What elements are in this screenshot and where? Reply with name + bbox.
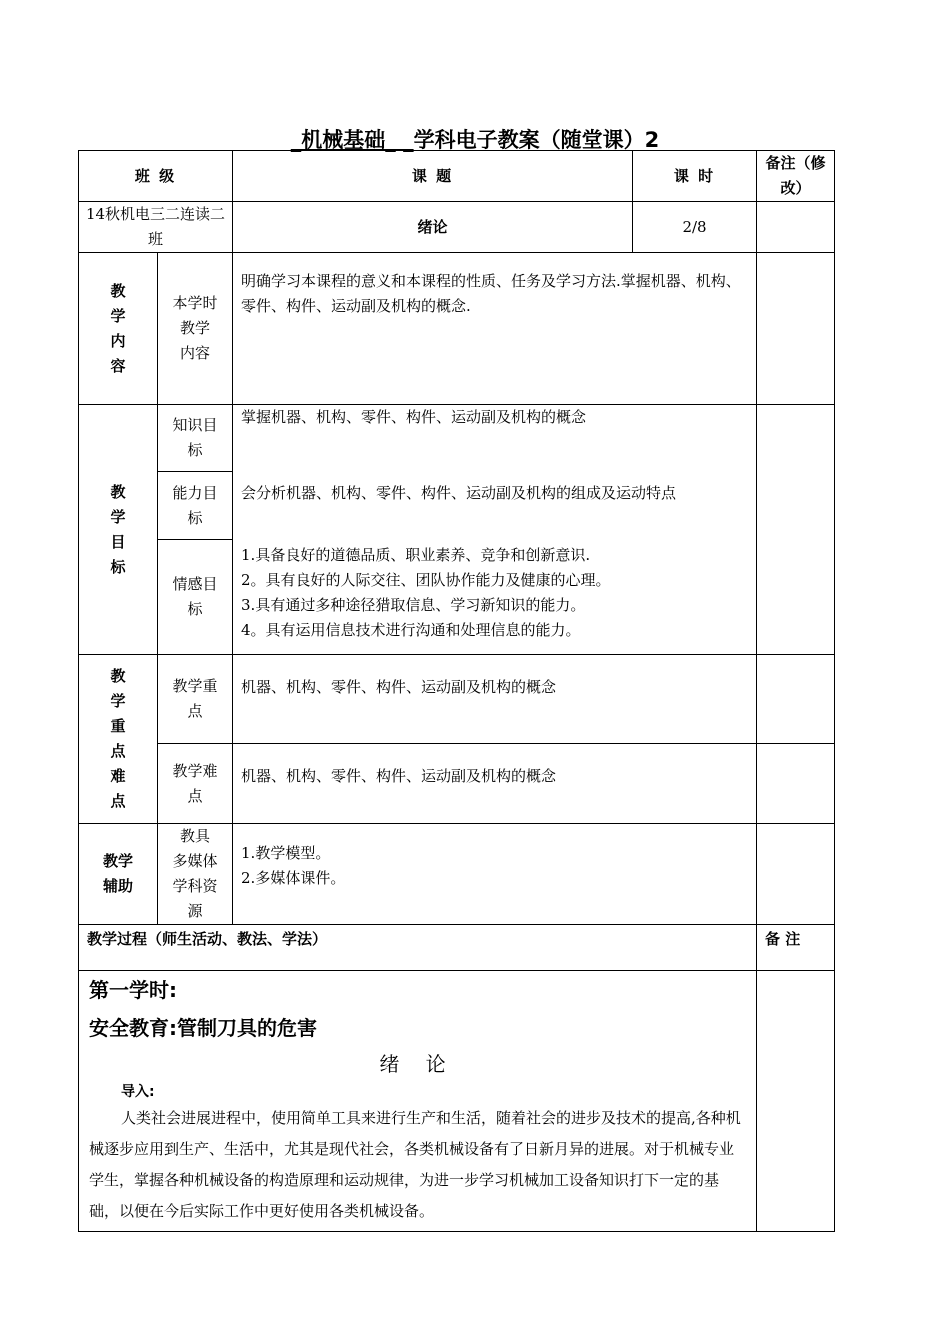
hours-value: 2/8 — [633, 202, 757, 253]
emotion-goal-list — [241, 543, 748, 643]
emotion-goal-item: 4。具有运用信息技术进行沟通和处理信息的能力。 — [241, 621, 581, 639]
key-point-text: 机器、机构、零件、构件、运动副及机构的概念 — [233, 655, 757, 744]
aid-section-label: 教学 辅助 — [79, 824, 158, 925]
process-header-row — [79, 925, 835, 971]
knowledge-goal-row — [79, 405, 835, 472]
note-cell — [757, 655, 835, 744]
goals-content — [233, 405, 757, 655]
knowledge-goal-text: 掌握机器、机构、零件、构件、运动副及机构的概念 — [241, 408, 587, 426]
hours-header: 课 时 — [633, 151, 757, 202]
difficult-point-row — [79, 744, 835, 824]
note-header: 备注（修改） — [757, 151, 835, 202]
goals-section-label: 教 学 目 标 — [79, 405, 158, 655]
lesson-heading-3: 绪 论 — [379, 1052, 456, 1076]
note-cell — [757, 405, 835, 655]
key-point-row — [79, 655, 835, 744]
content-row — [79, 253, 835, 405]
class-value: 14秋机电三二连读二班 — [79, 202, 233, 253]
emotion-goal-item: 3.具有通过多种途径猎取信息、学习新知识的能力。 — [241, 596, 586, 614]
key-point-label: 教学重 点 — [158, 655, 233, 744]
topic-value: 绪论 — [233, 202, 633, 253]
emotion-goal-item: 1.具备良好的道德品质、职业素养、竞争和创新意识. — [241, 546, 591, 564]
emotion-goal-item: 2。具有良好的人际交往、团队协作能力及健康的心理。 — [241, 571, 611, 589]
note-cell — [757, 971, 835, 1232]
content-section-label: 教 学 内 容 — [79, 253, 158, 405]
lesson-content — [79, 971, 757, 1232]
class-header: 班 级 — [79, 151, 233, 202]
lesson-lead: 导入: — [121, 1084, 155, 1100]
header-row — [79, 151, 835, 202]
difficult-point-label: 教学难 点 — [158, 744, 233, 824]
aid-item: 2.多媒体课件。 — [241, 869, 346, 887]
content-sub-label: 本学时 教学 内容 — [158, 253, 233, 405]
knowledge-goal-label: 知识目 标 — [158, 405, 233, 472]
aid-content — [233, 824, 757, 925]
process-label: 教学过程（师生活动、教法、学法） — [79, 925, 757, 971]
lesson-heading-1: 第一学时: — [89, 978, 177, 1002]
aid-sub-label: 教具 多媒体 学科资 源 — [158, 824, 233, 925]
lesson-paragraph: 人类社会进展进程中，使用简单工具来进行生产和生活，随着社会的进步及技术的提高,各种机械逐步应用到生产、生活中，尤其是现代社会，各类机械设备有了日新月异的进展。对于机械专业学生，掌握各种机械设备的构造原理和运动规律，为进一步学习机械加工设备知识打下一定的基础，以便在今后实际工作中更好使用各类机械设备。 — [89, 1109, 741, 1220]
note-cell — [757, 202, 835, 253]
aid-row — [79, 824, 835, 925]
aid-item: 1.教学模型。 — [241, 844, 331, 862]
lesson-plan-table — [78, 150, 835, 1232]
key-section-label: 教 学 重 点 难 点 — [79, 655, 158, 824]
lesson-row — [79, 971, 835, 1232]
content-text: 明确学习本课程的意义和本课程的性质、任务及学习方法.掌握机器、机构、零件、构件、运动副及机构的概念. — [233, 253, 757, 405]
lesson-heading-2: 安全教育:管制刀具的危害 — [89, 1016, 317, 1040]
process-note-label: 备 注 — [757, 925, 835, 971]
note-cell — [757, 744, 835, 824]
note-cell — [757, 253, 835, 405]
title-rest: 学科电子教案（随堂课）2 — [413, 128, 660, 152]
difficult-point-text: 机器、机构、零件、构件、运动副及机构的概念 — [233, 744, 757, 824]
ability-goal-text: 会分析机器、机构、零件、构件、运动副及机构的组成及运动特点 — [241, 484, 677, 502]
ability-goal-label: 能力目 标 — [158, 472, 233, 540]
note-cell — [757, 824, 835, 925]
info-row — [79, 202, 835, 253]
emotion-goal-label: 情感目 标 — [158, 540, 233, 655]
topic-header: 课 题 — [233, 151, 633, 202]
subject-name: _机械基础_ _ — [290, 128, 414, 152]
